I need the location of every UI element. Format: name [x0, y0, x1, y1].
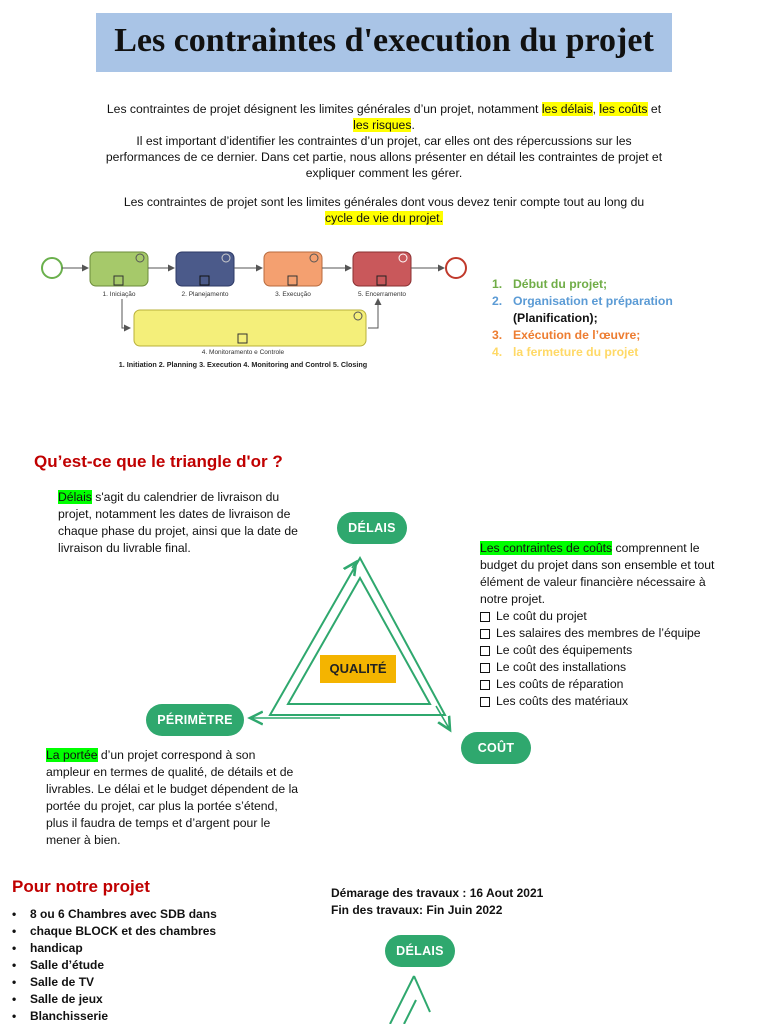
start-date: Démarage des travaux : 16 Aout 2021: [331, 886, 544, 900]
start-event: [42, 258, 62, 278]
list-item: • chaque BLOCK et des chambres: [12, 923, 242, 940]
phase-item: 4. la fermeture du projet: [492, 345, 639, 359]
triangle-inner: [288, 578, 430, 704]
list-item: • 8 ou 6 Chambres avec SDB dans: [12, 906, 242, 923]
intro-paragraph-1: Les contraintes de projet désignent les limites générales d’un projet, notamment les délais, les coûts et les risques. Il est important d’identifier les contraintes d’un projet, car elles ont des répercussions sur les performances de ce dernier. Dans cet partie, nous allons présenter en détail les contraintes de projet et expliquer comment les gérer.: [105, 102, 663, 180]
checklist-item[interactable]: Les coûts des matériaux: [480, 693, 760, 710]
task-monitoramento: [134, 310, 366, 346]
project-heading: Pour notre projet: [12, 877, 150, 896]
couts-paragraph: Les contraintes de coûts comprennent le budget du projet dans son ensemble et tout élément de valeur financière nécessaire à notre projet.: [480, 541, 715, 606]
perimetre-pill: PÉRIMÈTRE: [146, 704, 244, 736]
portee-paragraph: La portée d’un projet correspond à son ampleur en termes de qualité, de détails et de livrables. Le délai et le budget dépendent de la portée du projet, car plus la portée s’étend, plus il faudra de temps et d’argent pour le mener à bien.: [46, 748, 299, 847]
checklist-item[interactable]: Le coût du projet: [480, 608, 760, 625]
golden-triangle: [240, 540, 480, 740]
end-date: Fin des travaux: Fin Juin 2022: [331, 903, 503, 917]
phase-item: 2. Organisation et préparation: [492, 294, 673, 308]
delais-paragraph: Délais s'agit du calendrier de livraison du projet, notamment les dates de livraison de chaque phase du projet, ainsi que la date de livraison du livrable final.: [58, 490, 298, 555]
task-execucao: [264, 252, 322, 286]
project-delais-pill: DÉLAIS: [385, 935, 455, 967]
checkbox-icon: [480, 663, 490, 673]
task-iniciacao: [90, 252, 148, 286]
highlight-risques: les risques: [353, 118, 412, 132]
intro-paragraph-2: Les contraintes de projet sont les limites générales dont vous devez tenir compte tout au long du cycle de vie du projet.: [123, 195, 645, 225]
list-item: • Salle de jeux: [12, 991, 242, 1008]
qualite-label: QUALITÉ: [320, 655, 396, 683]
partial-triangle: [370, 970, 450, 1024]
checklist-item[interactable]: Les salaires des membres de l’équipe: [480, 625, 760, 642]
checklist-item[interactable]: Le coût des installations: [480, 659, 760, 676]
phase-list: [492, 276, 762, 361]
checkbox-icon: [480, 680, 490, 690]
phase-item: 3. Exécution de l’œuvre;: [492, 328, 641, 342]
cout-pill: COÛT: [461, 732, 531, 764]
checkbox-icon: [480, 697, 490, 707]
phase-item: (Planification);: [513, 311, 598, 325]
delais-pill: DÉLAIS: [337, 512, 407, 544]
end-event: [446, 258, 466, 278]
list-item: • Blanchisserie: [12, 1008, 242, 1025]
phase-item: 1. Début du projet;: [492, 277, 608, 291]
triangle-heading: Qu’est-ce que le triangle d'or ?: [34, 452, 283, 471]
monitor-label: 4. Monitoramento e Controle: [201, 349, 285, 356]
checklist-item[interactable]: Les coûts de réparation: [480, 676, 760, 693]
list-item: • Salle d’étude: [12, 957, 242, 974]
task-encerramento: [353, 252, 411, 286]
project-bullet-list: [12, 906, 242, 1025]
step-label: 5. Encerramento: [357, 291, 407, 298]
checkbox-icon: [480, 629, 490, 639]
checklist-item[interactable]: Le coût des équipements: [480, 642, 760, 659]
checkbox-icon: [480, 612, 490, 622]
step-label: 1. Iniciação: [102, 291, 136, 298]
list-item: • Salle de TV: [12, 974, 242, 991]
process-diagram: [38, 244, 478, 374]
highlight-couts: les coûts: [599, 102, 648, 116]
cost-checklist: [480, 608, 760, 710]
page-title: Les contraintes d'execution du projet: [114, 22, 654, 59]
checkbox-icon: [480, 646, 490, 656]
process-legend: 1. Initiation 2. Planning 3. Execution 4. Monitoring and Control 5. Closing: [118, 360, 368, 369]
highlight-delais: les délais: [541, 102, 593, 116]
highlight-cycle: cycle de vie du projet.: [325, 211, 443, 225]
task-planejamento: [176, 252, 234, 286]
step-label: 3. Execução: [275, 291, 311, 298]
step-label: 2. Planejamento: [181, 291, 229, 298]
list-item: • handicap: [12, 940, 242, 957]
